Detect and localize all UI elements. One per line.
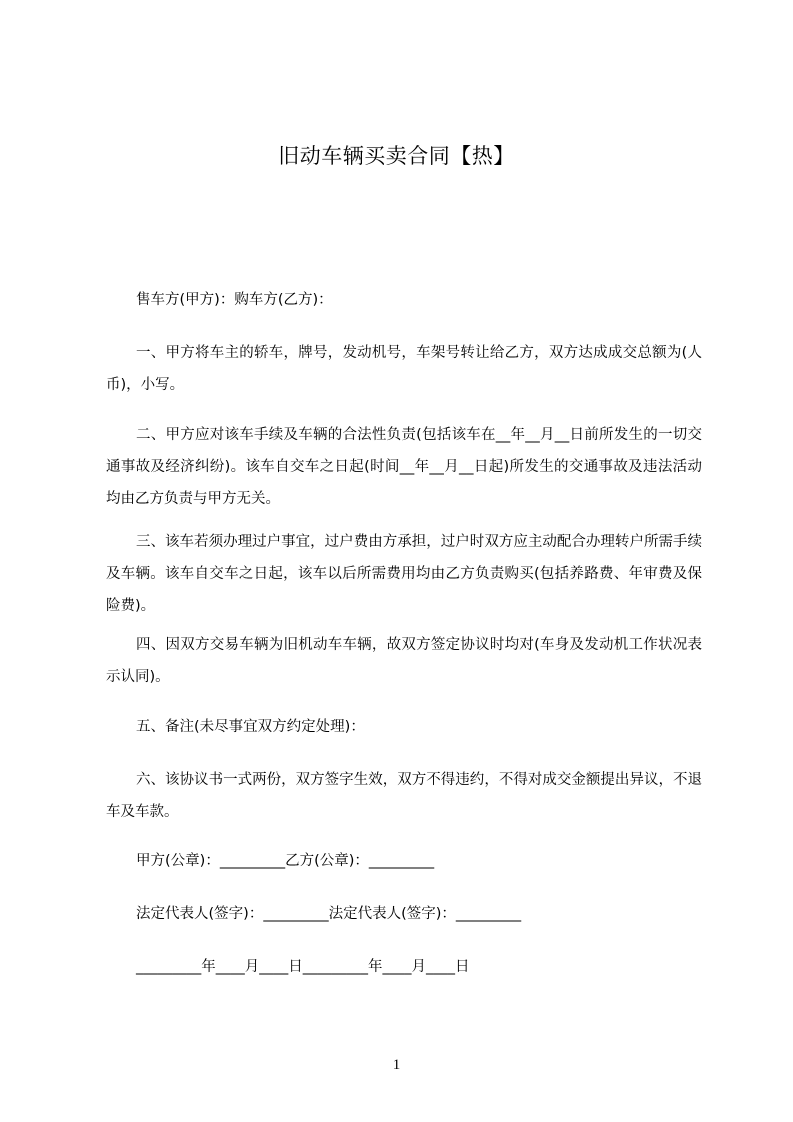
clause-5: 五、备注(未尽事宜双方约定处理)： [136, 719, 365, 735]
clause-6: 六、该协议书一式两份，双方签字生效，双方不得违约，不得对成交金额提出异议，不退车及车款。 [106, 772, 702, 820]
clause-3: 三、该车若须办理过户事宜，过户费由方承担，过户时双方应主动配合办理转户所需手续及车辆。该车自交车之日起，该车以后所需费用均由乙方负责购买(包括养路费、年审费及保险费)。 [106, 534, 702, 614]
clause-4: 四、因双方交易车辆为旧机动车车辆，故双方签定协议时均对(车身及发动机工作状况表示认同)。 [106, 637, 702, 685]
seal-line: 甲方(公章)：_________乙方(公章)：_________ [136, 853, 435, 869]
clause-2: 二、甲方应对该车手续及车辆的合法性负责(包括该车在__年__月__日前所发生的一切交通事故及经济纠纷)。该车自交车之日起(时间__年__月__日起)所发生的交通事故及违法活动均由乙方负责与甲方无关。 [106, 427, 702, 507]
page-number: 1 [392, 1057, 401, 1073]
parties-line: 售车方(甲方)：购车方(乙方)： [136, 292, 333, 308]
representative-line: 法定代表人(签字)：_________法定代表人(签字)：_________ [136, 906, 522, 922]
date-line: _________年____月____日_________年____月____日 [136, 959, 470, 975]
document-title: 旧动车辆买卖合同【热】 [278, 144, 515, 168]
clause-1: 一、甲方将车主的轿车，牌号，发动机号，车架号转让给乙方，双方达成成交总额为(人币)，小写。 [106, 345, 702, 393]
